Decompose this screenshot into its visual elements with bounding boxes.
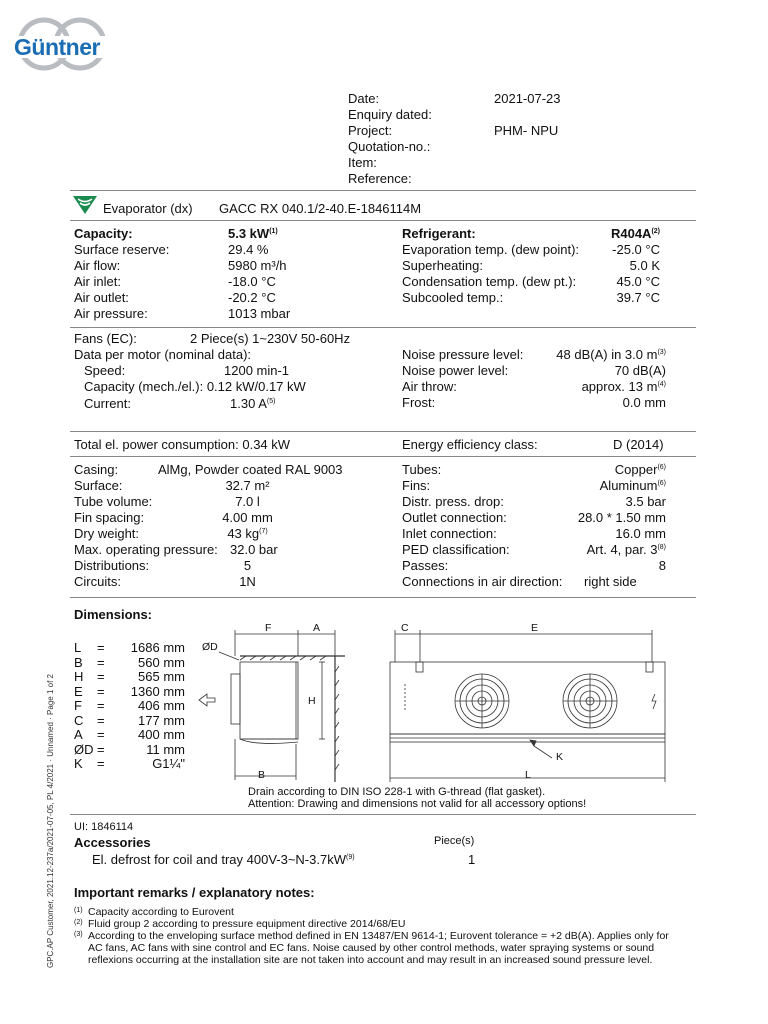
brand-name: Güntner xyxy=(14,34,100,60)
spec-value: right side xyxy=(584,574,637,589)
perf-value: 5980 m³/h xyxy=(228,258,287,273)
spec-value: 3.5 bar xyxy=(625,494,666,509)
perf-label: Evaporation temp. (dew point): xyxy=(402,242,580,257)
motor-capacity: Capacity (mech./el.): 0.12 kW/0.17 kW xyxy=(84,379,306,394)
perf-label: Air inlet: xyxy=(74,274,121,289)
remark-text: According to the enveloping surface method defined in EN 13487/EN 9614-1; Eurovent tolerance = +2 dB(A). Applies only for xyxy=(88,930,669,942)
spec-label: Tube volume: xyxy=(74,494,153,509)
spec-label: Passes: xyxy=(402,558,449,573)
dim-label-b: B xyxy=(258,769,266,781)
spec-label: Distributions: xyxy=(74,558,150,573)
accessories-title: Accessories xyxy=(74,835,151,850)
dim-label-f: F xyxy=(265,622,272,634)
dimensions-title: Dimensions: xyxy=(74,607,153,622)
dim-value: 1360 mm xyxy=(130,683,185,699)
dim-value: 11 mm xyxy=(146,741,185,757)
spec-value: Art. 4, par. 3$^{(8)}$ xyxy=(586,542,666,557)
ui-number: UI: 1846114 xyxy=(74,821,134,833)
spec-value: 1N xyxy=(239,574,256,589)
current-value: 1.30 $A^{(5)}$ xyxy=(230,396,276,411)
dim-label-l: L xyxy=(525,769,531,781)
accessory-item: El. defrost for coil and tray $400V-3\sim N-3.7kW^{(9)}$ xyxy=(92,852,355,867)
spec-label: Dry weight: xyxy=(74,526,140,541)
dim-key: ØD xyxy=(74,741,94,757)
perf-label: Subcooled temp.: xyxy=(402,290,504,305)
dim-value: 565 mm xyxy=(138,669,185,684)
divider xyxy=(70,597,696,598)
dim-value: G1¼" xyxy=(152,756,185,771)
header-enquiry-label: Enquiry dated: xyxy=(348,107,432,122)
dim-equals: = xyxy=(97,654,105,670)
fans-label: Fans (EC): xyxy=(74,331,137,346)
dim-value: 400 mm xyxy=(138,727,185,742)
noise-label: Air throw: xyxy=(402,379,457,394)
fans-value: 2 Piece(s) 1~230V 50-60Hz xyxy=(190,331,351,346)
remark-text: reflexions occurring at the installation site are not taken into account and may result in an increased sound pressure level. xyxy=(88,954,653,966)
noise-value: 0.0 mm xyxy=(622,395,666,410)
dim-label-c: C xyxy=(401,622,409,634)
divider xyxy=(70,814,696,815)
spec-label: Distr. press. drop: xyxy=(402,494,504,509)
dim-equals: = xyxy=(97,669,105,684)
spec-label: PED classification: xyxy=(402,542,510,557)
spec-label: Tubes: xyxy=(402,462,442,477)
noise-value: 70 dB(A) xyxy=(614,363,666,378)
dim-value: 177 mm xyxy=(138,712,185,728)
noise-value: approx. 13 $m^{(4)}$ xyxy=(581,379,666,394)
dim-key: H xyxy=(74,669,84,684)
dim-label-od: ØD xyxy=(202,641,218,653)
divider xyxy=(70,431,696,432)
perf-label: Capacity: xyxy=(74,226,133,241)
product-type: Evaporator (dx) xyxy=(103,201,193,216)
spec-value: Copper$^{(6)}$ xyxy=(614,462,666,477)
remark-number: (3) xyxy=(74,931,83,938)
dim-key: A xyxy=(74,727,83,742)
dim-equals: = xyxy=(97,698,105,713)
dim-label-k: K xyxy=(556,751,564,763)
perf-value: 29.4 % xyxy=(228,242,269,257)
product-model: GACC RX 040.1/2-40.E-1846114M xyxy=(219,201,422,216)
spec-value: 28.0 * 1.50 mm xyxy=(577,510,666,525)
spec-value: 43 $kg^{(7)}$ xyxy=(227,526,268,541)
perf-value: -18.0 °C xyxy=(228,274,276,289)
spec-label: Circuits: xyxy=(74,574,121,589)
motor-label: Data per motor (nominal data): xyxy=(74,347,252,362)
side-footer-text: GPC.AP Customer, 2021.12-237a/2021-07-05, PL 4/2021 · Unnamed · Page 1 of 2 xyxy=(46,674,55,968)
spec-value: 8 xyxy=(658,558,666,573)
drain-note: Drain according to DIN ISO 228-1 with G-thread (flat gasket). xyxy=(248,786,546,798)
dim-key: C xyxy=(74,712,84,728)
accessory-qty: 1 xyxy=(468,852,476,867)
divider xyxy=(70,456,696,457)
perf-label: Air outlet: xyxy=(74,290,129,305)
speed-label: Speed: xyxy=(84,363,126,378)
spec-label: Max. operating pressure: xyxy=(74,542,218,557)
perf-value: -20.2 °C xyxy=(228,290,276,305)
perf-value: -25.0 °C xyxy=(612,242,660,257)
dim-equals: = xyxy=(97,683,105,699)
perf-label: Condensation temp. (dew pt.): xyxy=(402,274,577,289)
spec-value: 32.7 m² xyxy=(225,478,270,493)
perf-label: Superheating: xyxy=(402,258,483,273)
spec-label: Fins: xyxy=(402,478,431,493)
speed-value: 1200 min-1 xyxy=(224,363,290,378)
spec-label: Outlet connection: xyxy=(402,510,507,525)
perf-value: 1013 mbar xyxy=(228,306,291,321)
perf-label: Air pressure: xyxy=(74,306,148,321)
header-reference-label: Reference: xyxy=(348,171,412,186)
spec-label: Inlet connection: xyxy=(402,526,497,541)
dim-label-e: E xyxy=(531,622,539,634)
perf-value: 39.7 °C xyxy=(616,290,660,305)
divider xyxy=(70,220,696,221)
spec-label: Surface: xyxy=(74,478,123,493)
dim-key: F xyxy=(74,698,82,713)
efficiency-label: Energy efficiency class: xyxy=(402,437,538,452)
header-date-value: 2021-07-23 xyxy=(494,91,561,106)
noise-label: Frost: xyxy=(402,395,436,410)
perf-value: 5.3 $kW^{(1)}$ xyxy=(228,226,278,241)
perf-label: Refrigerant: xyxy=(402,226,476,241)
dim-key: L xyxy=(74,640,82,655)
dim-equals: = xyxy=(97,640,105,655)
dim-equals: = xyxy=(97,712,105,728)
spec-value: 32.0 bar xyxy=(230,542,278,557)
dim-key: K xyxy=(74,756,83,771)
remarks-title: Important remarks / explanatory notes: xyxy=(74,885,315,900)
dim-key: E xyxy=(74,683,83,699)
noise-value: 48 dB(A) in 3.0 $m^{(3)}$ xyxy=(556,347,666,362)
spec-value: 4.00 mm xyxy=(222,510,273,525)
header-quotation-label: Quotation-no.: xyxy=(348,139,431,154)
spec-label: Connections in air direction: xyxy=(402,574,563,589)
perf-label: Surface reserve: xyxy=(74,242,170,257)
remark-text: AC fans, AC fans with sine control and EC fans. Noise caused by other control methods, water spraying systems or sound xyxy=(88,942,655,954)
dim-value: 1686 mm xyxy=(130,640,185,655)
remark-text: Fluid group 2 according to pressure equipment directive 2014/68/EU xyxy=(88,918,406,930)
spec-label: Casing: xyxy=(74,462,119,477)
dim-label-a: A xyxy=(313,622,321,634)
dim-equals: = xyxy=(97,741,105,757)
dim-equals: = xyxy=(97,727,105,742)
remark-text: Capacity according to Eurovent xyxy=(88,906,234,918)
dim-value: 560 mm xyxy=(138,654,185,670)
dim-equals: = xyxy=(97,756,105,771)
spec-value: 7.0 l xyxy=(235,494,260,509)
spec-value: Aluminum$^{(6)}$ xyxy=(599,478,666,493)
perf-value: 45.0 °C xyxy=(616,274,660,289)
perf-value: 5.0 K xyxy=(629,258,660,273)
current-label: Current: xyxy=(84,396,131,411)
side-view-drawing xyxy=(195,622,355,789)
spec-value: 16.0 mm xyxy=(615,526,666,541)
attention-note: Attention: Drawing and dimensions not valid for all accessory options! xyxy=(248,798,587,810)
dim-label-h: H xyxy=(308,695,316,707)
perf-value: $R404A^{(2)}$ xyxy=(610,226,660,241)
dim-key: B xyxy=(74,654,83,670)
noise-label: Noise power level: xyxy=(402,363,509,378)
spec-label: Fin spacing: xyxy=(74,510,145,525)
perf-label: Air flow: xyxy=(74,258,121,273)
guntner-logo xyxy=(8,14,118,84)
remark-number: (1) xyxy=(74,907,83,914)
header-date-label: Date: xyxy=(348,91,380,106)
divider xyxy=(70,327,696,328)
header-project-label: Project: xyxy=(348,123,393,138)
divider xyxy=(70,190,696,191)
pieces-header: Piece(s) xyxy=(434,835,475,847)
header-project-value: PHM- NPU xyxy=(494,123,559,138)
dim-value: 406 mm xyxy=(138,698,185,713)
product-icon xyxy=(72,194,98,221)
noise-label: Noise pressure level: xyxy=(402,347,524,362)
spec-value: 5 xyxy=(243,558,252,573)
spec-value: AlMg, Powder coated RAL 9003 xyxy=(158,462,343,477)
remark-number: (2) xyxy=(74,919,83,926)
front-view-drawing xyxy=(380,622,680,789)
total-power: Total el. power consumption: 0.34 kW xyxy=(74,437,291,452)
efficiency-value: D (2014) xyxy=(613,437,664,452)
header-item-label: Item: xyxy=(348,155,377,170)
